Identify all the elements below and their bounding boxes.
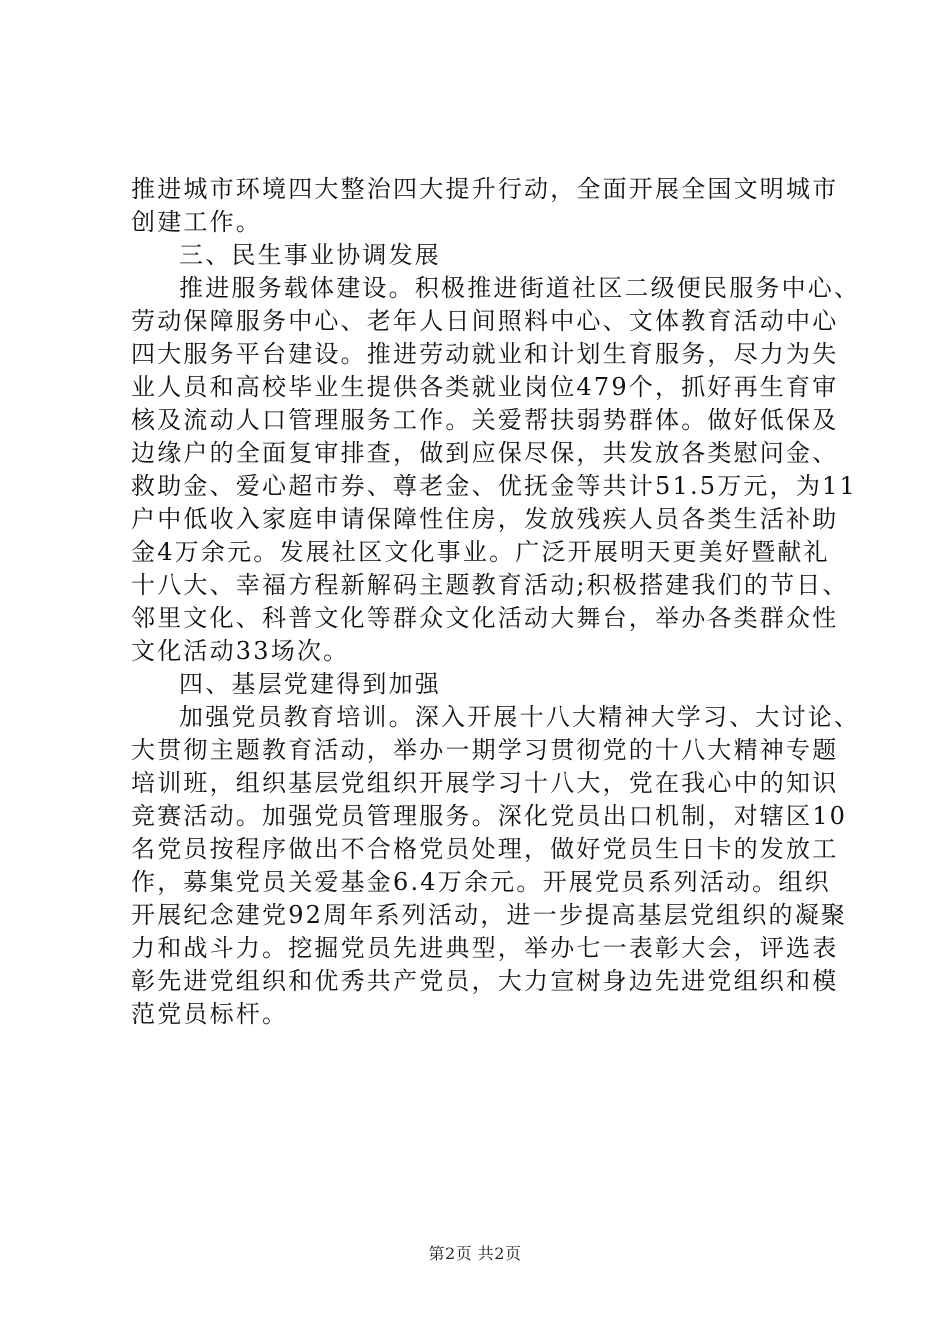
body-line: 业人员和高校毕业生提供各类就业岗位479个，抓好再生育审: [131, 373, 839, 401]
body-line: 救助金、爱心超市券、尊老金、优抚金等共计51.5万元，为11: [131, 472, 857, 500]
body-line: 四大服务平台建设。推进劳动就业和计划生育服务，尽力为失: [131, 340, 839, 368]
body-line: 加强党员教育培训。深入开展十八大精神大学习、大讨论、: [179, 703, 861, 731]
section-heading: 三、民生事业协调发展: [179, 241, 441, 269]
body-line: 开展纪念建党92周年系列活动，进一步提高基层党组织的凝聚: [131, 901, 848, 929]
body-line: 劳动保障服务中心、老年人日间照料中心、文体教育活动中心: [131, 307, 839, 335]
body-line: 竞赛活动。加强党员管理服务。深化党员出口机制，对辖区10: [131, 802, 848, 830]
body-line: 力和战斗力。挖掘党员先进典型，举办七一表彰大会，评选表: [131, 934, 839, 962]
body-line: 邻里文化、科普文化等群众文化活动大舞台，举办各类群众性: [131, 604, 839, 632]
body-line: 创建工作。: [131, 208, 262, 236]
body-line: 推进城市环境四大整治四大提升行动，全面开展全国文明城市: [131, 175, 839, 203]
body-line: 作，募集党员关爱基金6.4万余元。开展党员系列活动。组织: [131, 868, 831, 896]
body-line: 培训班，组织基层党组织开展学习十八大，党在我心中的知识: [131, 769, 839, 797]
body-line: 范党员标杆。: [131, 1000, 289, 1028]
body-line: 十八大、幸福方程新解码主题教育活动;积极搭建我们的节日、: [131, 571, 849, 599]
body-line: 大贯彻主题教育活动，举办一期学习贯彻党的十八大精神专题: [131, 736, 839, 764]
body-line: 边缘户的全面复审排查，做到应保尽保，共发放各类慰问金、: [131, 439, 839, 467]
body-line: 彰先进党组织和优秀共产党员，大力宣树身边先进党组织和模: [131, 967, 839, 995]
body-line: 推进服务载体建设。积极推进街道社区二级便民服务中心、: [179, 274, 861, 302]
section-heading: 四、基层党建得到加强: [179, 670, 441, 698]
page-number-footer: 第2页 共2页: [428, 1244, 522, 1263]
body-line: 金4万余元。发展社区文化事业。广泛开展明天更美好暨献礼: [131, 538, 830, 566]
body-line: 核及流动人口管理服务工作。关爱帮扶弱势群体。做好低保及: [131, 406, 839, 434]
body-line: 名党员按程序做出不合格党员处理，做好党员生日卡的发放工: [131, 835, 839, 863]
body-line: 文化活动33场次。: [131, 637, 350, 665]
body-line: 户中低收入家庭申请保障性住房，发放残疾人员各类生活补助: [131, 505, 839, 533]
